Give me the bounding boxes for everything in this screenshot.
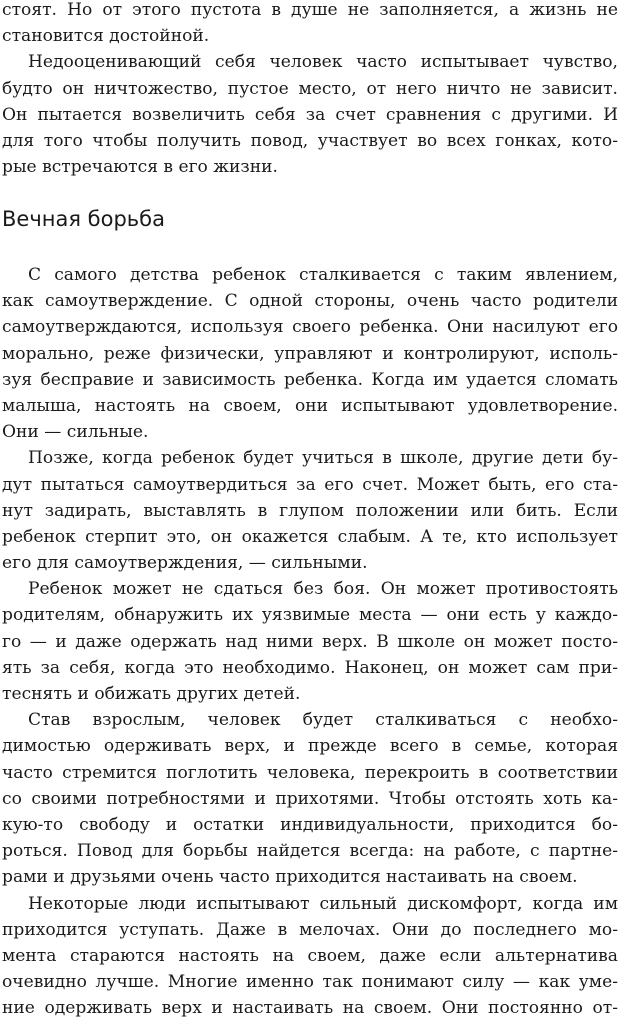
text-line: Ребенок может не сдаться без боя. Он может противостоять (2, 576, 618, 602)
text-line: рые встречаются в его жизни. (2, 154, 618, 180)
text-line: нут задирать, выставлять в глупом положении или бить. Если (2, 498, 618, 524)
text-line: со своими потребностями и прихотями. Чтобы отстоять хоть ка- (2, 786, 618, 812)
text-line: морально, реже физически, управляют и контролируют, исполь- (2, 341, 618, 367)
text-line: теснять и обижать других детей. (2, 681, 618, 707)
text-line: стоят. Но от этого пустота в душе не заполняется, а жизнь не (2, 0, 618, 23)
text-line: С самого детства ребенок сталкивается с таким явлением, (2, 262, 618, 288)
paragraph (2, 707, 618, 890)
text-line: димостью одерживать верх, и прежде всего в семье, которая (2, 733, 618, 759)
text-line: его для самоутверждения, — сильными. (2, 550, 618, 576)
text-line: роться. Повод для борьбы найдется всегда: на работе, с партне- (2, 838, 618, 864)
paragraph (2, 0, 618, 49)
text-line: дут пытаться самоутвердиться за его счет. Может быть, его ста- (2, 472, 618, 498)
text-line: как самоутверждение. С одной стороны, очень часто родители (2, 288, 618, 314)
section-text-block (2, 262, 618, 1021)
text-line: ние одерживать верх и настаивать на своем. Они постоянно от- (2, 995, 618, 1021)
text-line: мента стараются настоять на своем, даже если альтернатива (2, 943, 618, 969)
paragraph (2, 891, 618, 1021)
paragraph (2, 262, 618, 445)
text-line: Он пытается возвеличить себя за счет сравнения с другими. И (2, 102, 618, 128)
text-line: родителям, обнаружить их уязвимые места — они есть у каждо- (2, 602, 618, 628)
text-line: Став взрослым, человек будет сталкиваться с необхо- (2, 707, 618, 733)
top-text-block (2, 0, 618, 180)
text-line: самоутверждаются, используя своего ребенка. Они насилуют его (2, 314, 618, 340)
section-heading: Вечная борьба (2, 204, 165, 234)
text-line: Позже, когда ребенок будет учиться в школе, другие дети бу- (2, 445, 618, 471)
paragraph (2, 49, 618, 180)
text-line: становится достойной. (2, 23, 618, 49)
paragraph (2, 576, 618, 707)
text-line: малыша, настоять на своем, они испытывают удовлетворение. (2, 393, 618, 419)
text-line: Недооценивающий себя человек часто испытывает чувство, (2, 49, 618, 75)
text-line: часто стремится поглотить человека, перекроить в соответствии (2, 760, 618, 786)
text-line: зуя бесправие и зависимость ребенка. Когда им удается сломать (2, 367, 618, 393)
text-line: го — и даже одержать над ними верх. В школе он может посто- (2, 629, 618, 655)
text-line: очевидно лучше. Многие именно так понимают силу — как уме- (2, 969, 618, 995)
text-line: рами и друзьями очень часто приходится настаивать на своем. (2, 864, 618, 890)
text-line: будто он ничтожество, пустое место, от него ничто не зависит. (2, 76, 618, 102)
paragraph (2, 445, 618, 576)
text-line: ять за себя, когда это необходимо. Наконец, он может сам при- (2, 655, 618, 681)
text-line: для того чтобы получить повод, участвует во всех гонках, кото- (2, 128, 618, 154)
text-line: Они — сильные. (2, 419, 618, 445)
text-line: приходится уступать. Даже в мелочах. Они до последнего мо- (2, 917, 618, 943)
text-line: Некоторые люди испытывают сильный дискомфорт, когда им (2, 891, 618, 917)
text-line: ребенок стерпит это, он окажется слабым. А те, кто использует (2, 524, 618, 550)
text-line: кую-то свободу и остатки индивидуальности, приходится бо- (2, 812, 618, 838)
